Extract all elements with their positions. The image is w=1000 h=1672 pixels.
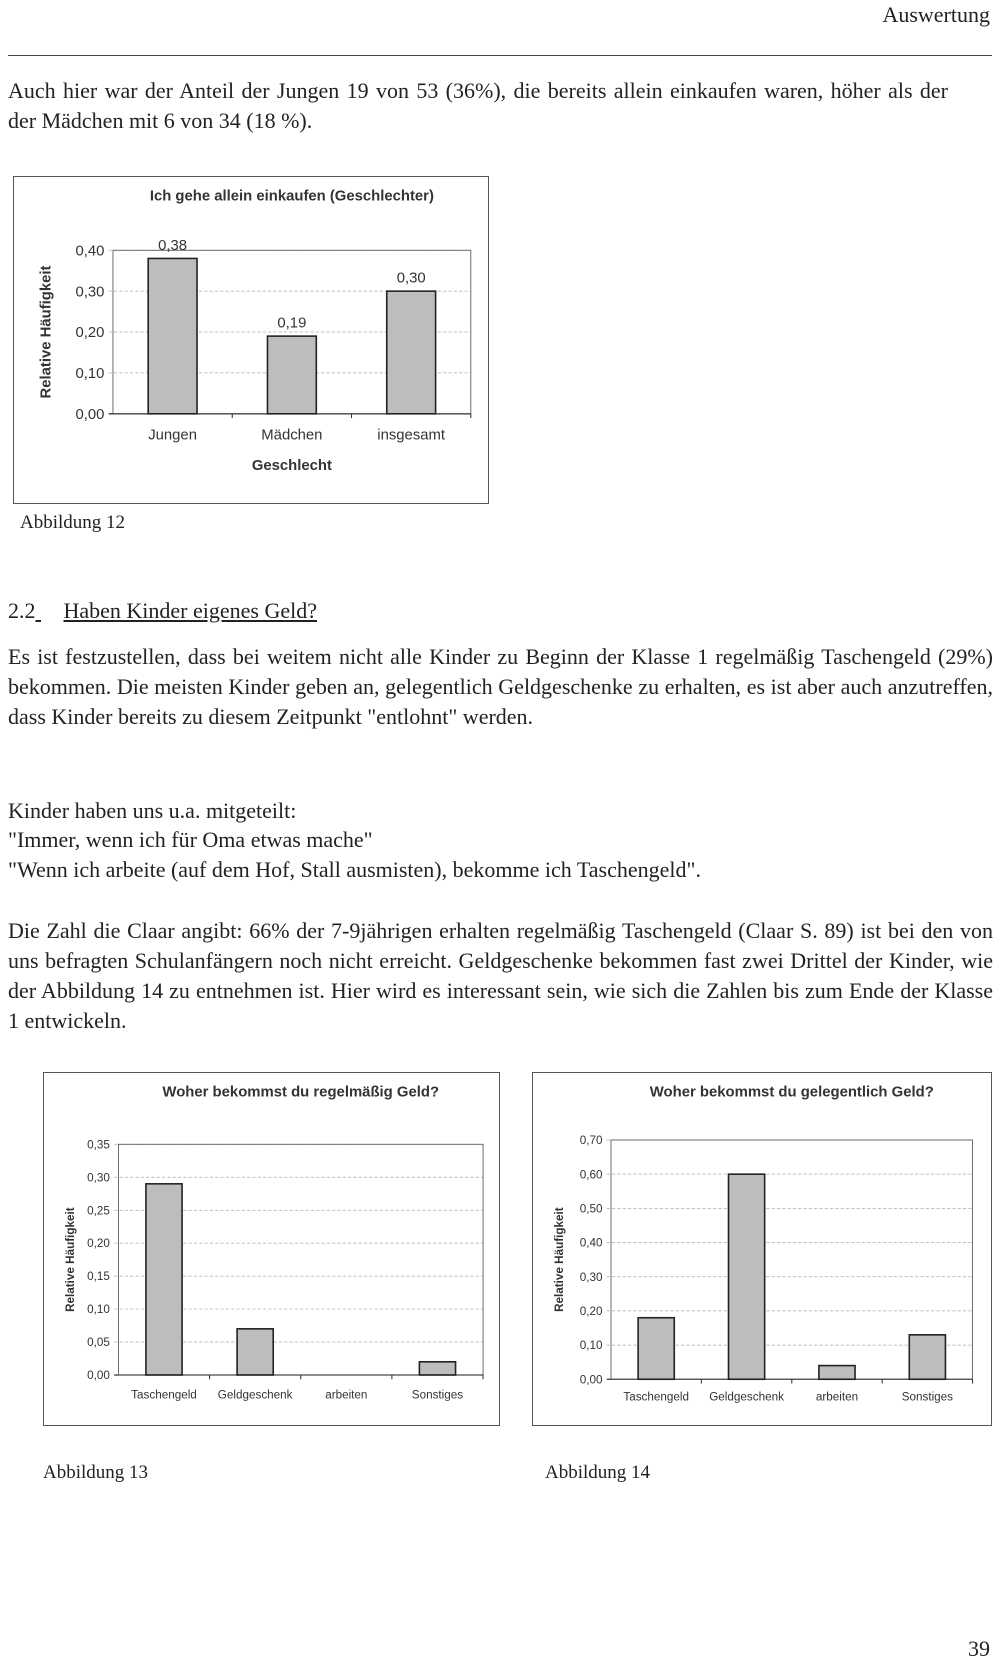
page-number: 39: [968, 1636, 990, 1661]
x-tick-label: arbeiten: [815, 1390, 859, 1404]
paragraph: Es ist festzustellen, dass bei weitem nicht alle Kinder zu Beginn der Klasse 1 regelmäßig Taschengeld (29%) bekommen. Die meisten Kinder geben an, gelegentlich Geldgeschenke zu erhalten, es ist aber auch anzutreffen, dass Kinder bereits zu diesem Zeitpunkt "entlohnt" werden.: [8, 644, 993, 729]
x-tick-label: Geldgeschenk: [709, 1390, 784, 1404]
caption-abbildung-13: Abbildung 13: [43, 1462, 149, 1483]
x-tick-label: insgesamt: [377, 427, 446, 444]
y-tick-label: 0,20: [87, 1237, 110, 1251]
y-tick-label: 0,00: [579, 1373, 603, 1387]
data-label: 0,38: [158, 237, 188, 254]
y-tick-label: 0,70: [579, 1134, 603, 1148]
section-title: Haben Kinder eigenes Geld?: [63, 598, 318, 623]
x-tick-label: arbeiten: [325, 1388, 368, 1402]
bar: [819, 1366, 855, 1380]
y-tick-label: 0,30: [87, 1171, 110, 1185]
paragraph: Kinder haben uns u.a. mitgeteilt:: [8, 798, 297, 823]
bar: [729, 1174, 765, 1379]
y-tick-label: 0,20: [579, 1305, 603, 1319]
caption-abbildung-14: Abbildung 14: [545, 1462, 651, 1483]
bar: [146, 1184, 182, 1375]
bar: [638, 1318, 674, 1380]
y-tick-label: 0,20: [75, 325, 105, 342]
section-number: 2.2: [8, 598, 36, 623]
bar: [148, 258, 197, 413]
y-tick-label: 0,10: [87, 1303, 110, 1317]
y-tick-label: 0,35: [87, 1138, 110, 1152]
y-tick-label: 0,40: [579, 1236, 603, 1250]
chart-title: Woher bekommst du gelegentlich Geld?: [649, 1084, 934, 1101]
y-tick-label: 0,00: [87, 1369, 110, 1383]
y-tick-label: 0,00: [75, 407, 105, 424]
y-axis-label: Relative Häufigkeit: [63, 1207, 77, 1312]
bar: [387, 291, 436, 414]
paragraph: Die Zahl die Claar angibt: 66% der 7-9jährigen erhalten regelmäßig Taschengeld (Claar S. 89) ist bei den von uns befragten Schulanfängern noch nicht erreicht. Geldgeschenke bekommen fast zwei Drittel der Kinder, wie der Abbildung 14 zu entnehmen ist. Hier wird es interessant sein, wie sich die Zahlen bis zum Ende der Klasse 1 entwickeln.: [8, 918, 993, 1033]
y-tick-label: 0,60: [579, 1168, 603, 1182]
running-header: Auswertung: [882, 2, 990, 27]
bar: [237, 1329, 273, 1375]
data-label: 0,30: [396, 270, 426, 287]
y-tick-label: 0,30: [75, 284, 105, 301]
x-tick-label: Taschengeld: [623, 1390, 690, 1404]
bar: [419, 1362, 455, 1375]
y-tick-label: 0,10: [579, 1339, 603, 1353]
quote: "Wenn ich arbeite (auf dem Hof, Stall ausmisten), bekomme ich Taschengeld".: [8, 857, 701, 882]
y-tick-label: 0,30: [579, 1270, 603, 1284]
x-tick-label: Geldgeschenk: [217, 1388, 293, 1402]
bar: [267, 336, 316, 414]
y-axis-label: Relative Häufigkeit: [553, 1207, 567, 1312]
section-heading: [8, 596, 317, 626]
caption-abbildung-12: Abbildung 12: [20, 512, 126, 533]
chart-abbildung-14: [532, 1072, 992, 1426]
x-tick-label: Sonstiges: [901, 1390, 954, 1404]
y-tick-label: 0,50: [579, 1202, 603, 1216]
header-rule: [8, 55, 992, 56]
bar: [909, 1335, 945, 1379]
x-tick-label: Taschengeld: [131, 1388, 197, 1402]
chart-abbildung-12: [13, 176, 489, 504]
y-tick-label: 0,05: [87, 1336, 110, 1350]
y-axis-label: Relative Häufigkeit: [38, 265, 55, 399]
y-tick-label: 0,40: [75, 243, 105, 260]
chart-title: Woher bekommst du regelmäßig Geld?: [162, 1084, 440, 1101]
chart-abbildung-13: [43, 1072, 500, 1426]
data-label: 0,19: [277, 315, 307, 332]
x-tick-label: Jungen: [148, 427, 197, 444]
y-tick-label: 0,25: [87, 1204, 110, 1218]
x-tick-label: Mädchen: [261, 427, 323, 444]
y-tick-label: 0,10: [75, 366, 105, 383]
x-axis-label: Geschlecht: [251, 458, 332, 475]
y-tick-label: 0,15: [87, 1270, 110, 1284]
quote: "Immer, wenn ich für Oma etwas mache": [8, 827, 373, 852]
x-tick-label: Sonstiges: [411, 1388, 464, 1402]
intro-paragraph: Auch hier war der Anteil der Jungen 19 von 53 (36%), die bereits allein einkaufen waren, höher als der der Mädchen mit 6 von 34 (18 %).: [8, 78, 948, 133]
chart-title: Ich gehe allein einkaufen (Geschlechter): [149, 188, 434, 205]
